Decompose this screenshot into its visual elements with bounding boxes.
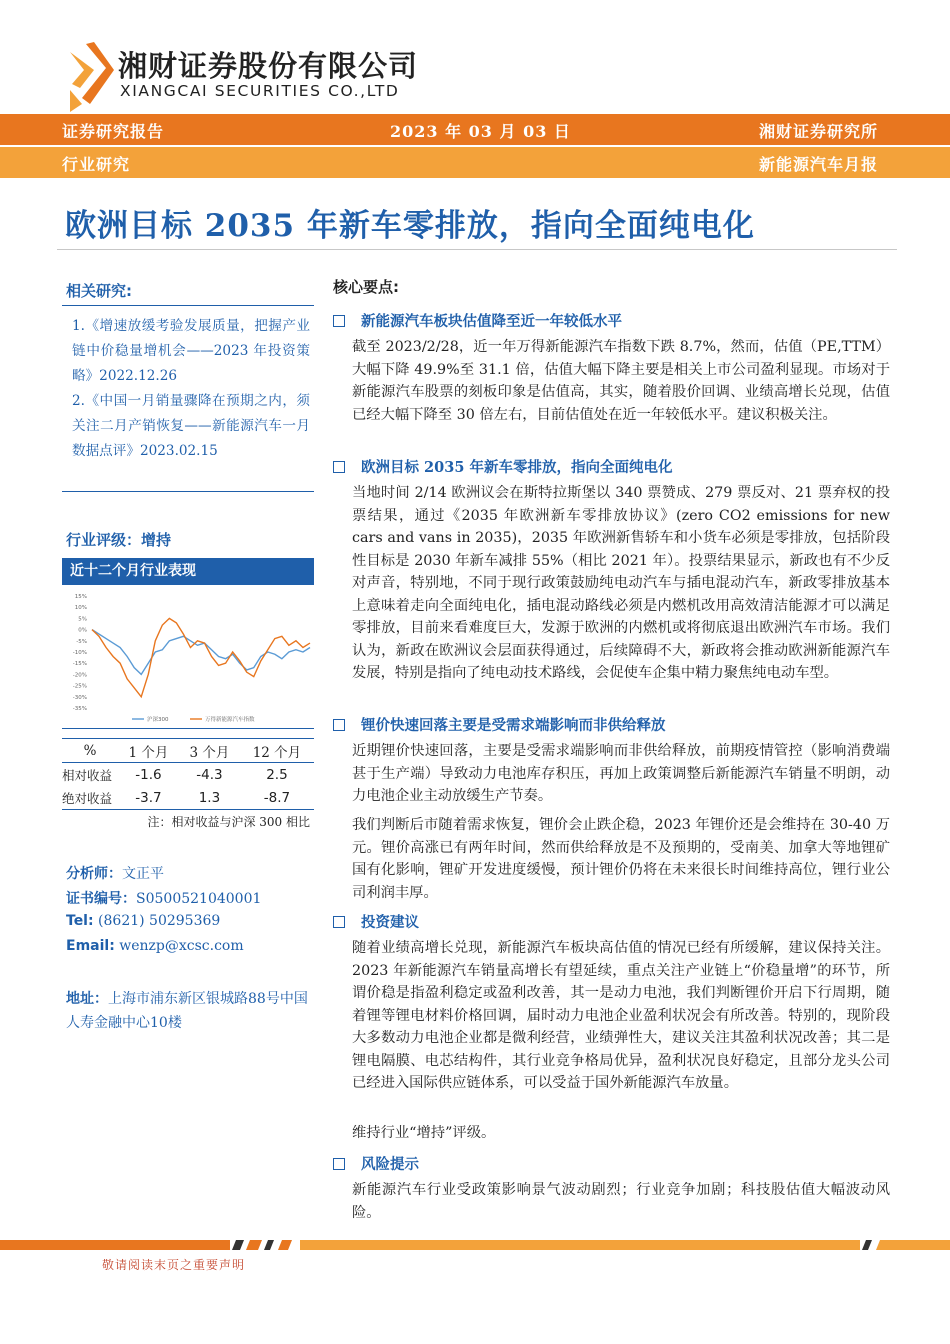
tel-line (66, 913, 220, 929)
y-tick-label: -15% (72, 661, 87, 668)
y-tick-label: 15% (74, 594, 87, 600)
title-divider (57, 249, 897, 250)
y-tick-label: -35% (72, 706, 87, 712)
email-address[interactable]: wenzp@xcsc.com (119, 938, 244, 954)
company-name-en: XIANGCAI SECURITIES CO.,LTD (120, 82, 400, 100)
performance-chart (62, 588, 314, 726)
y-tick-label: -25% (72, 683, 87, 690)
legend-label: 万得新能源汽车指数 (205, 717, 255, 723)
checkbox-bullet-icon (333, 461, 345, 473)
series-line (92, 630, 310, 675)
chart-title: 近十二个月行业表现 (62, 558, 314, 585)
y-tick-label: 5% (78, 616, 87, 623)
checkbox-bullet-icon (333, 916, 345, 928)
y-tick-label: -10% (72, 650, 87, 656)
tel-number: (8621) 50295369 (98, 913, 221, 929)
table-header-cell: 1 个月 (118, 739, 179, 763)
y-tick-label: 0% (78, 627, 87, 634)
related-item[interactable]: 1.《增速放缓考验发展质量，把握产业链中价稳量增机会——2023 年投资策略》2022.12.26 (72, 318, 310, 384)
header-band-primary (0, 114, 950, 145)
table-cell: -4.3 (196, 766, 223, 783)
address-label: 地址： (66, 991, 108, 1007)
section-heading: 锂价快速回落主要是受需求端影响而非供给释放 (333, 714, 666, 735)
analyst-name: 文正平 (122, 866, 164, 882)
table-row (62, 763, 314, 787)
legend-label: 沪深300 (147, 717, 169, 723)
table-header-row (62, 739, 314, 763)
series-line (92, 618, 310, 696)
table-header-cell: 3 个月 (179, 739, 240, 763)
footer-stripe (0, 1240, 950, 1250)
section-paragraph: 新能源汽车行业受政策影响景气波动剧烈；行业竞争加剧；科技股估值大幅波动风险。 (352, 1182, 890, 1221)
related-heading: 相关研究: (66, 282, 132, 300)
page-title: 欧洲目标 2035 年新车零排放，指向全面纯电化 (65, 208, 755, 244)
report-type: 证券研究报告 (62, 122, 165, 141)
institute-name: 湘财证券研究所 (758, 122, 878, 141)
related-item[interactable]: 2.《中国一月销量骤降在预期之内，须关注二月产销恢复——新能源汽车一月数据点评》2023.02.15 (72, 393, 310, 459)
table-row (62, 786, 314, 810)
table-cell: -3.7 (118, 786, 179, 810)
checkbox-bullet-icon (333, 1158, 345, 1170)
section-paragraph: 随着业绩高增长兑现，新能源汽车板块高估值的情况已经有所缓解，建议保持关注。2023 年新能源汽车销量高增长有望延续，重点关注产业链上“价稳量增”的环节，所谓价稳是指盈利稳定或盈利改善，其一是动力电池，我们判断锂价开启下行周期，随着锂等锂电材料价格回调，届时动力电池企业盈利状况会有所改善。特别的，现阶段大多数动力电池企业都是微利经营，业绩弹性大，建议关注其盈利状况改善；其二是锂电隔膜、电芯结构件，其行业竞争格局优异，盈利状况良好稳定，且部分龙头公司已经进入国际供应链体系，可以受益于国外新能源汽车放量。 (352, 940, 890, 1091)
performance-table (62, 738, 314, 810)
tel-label: Tel: (66, 913, 94, 929)
y-tick-label: -5% (76, 638, 87, 645)
analyst-label: 分析师： (66, 866, 122, 882)
y-tick-label: -20% (72, 672, 87, 679)
checkbox-bullet-icon (333, 719, 345, 731)
section-paragraph: 当地时间 2/14 欧洲议会在斯特拉斯堡以 340 票赞成、279 票反对、21 票弃权的投票结果，通过《2035 年欧洲新车零排放协议》(zero CO2 emissions for new cars and vans in 2035)，2035 年欧洲新售轿车和小货车必须是零排放，包括阶段性目标是 2030 年新车减排 55%（相比 2021 年）。投票结果显示，新政也有不少反对声音，特别地，不同于现行政策鼓励纯电动汽车与插电混动汽车，新政零排放基本上意味着走向全面纯电化，插电混动路线必须是内燃机改用高效清洁能源才可以满足零排放，目前来看难度巨大，发源于欧洲的内燃机或将彻底退出欧洲汽车市场。我们认为，新政在欧洲议会层面获得通过，后续障碍不大，新政将会推动欧洲新能源汽车发展，特别是指向了纯电动技术路线，会促使车企集中精力聚焦纯电动车型。 (352, 485, 890, 681)
table-note: 注：相对收益与沪深 300 相比 (147, 815, 310, 829)
section-paragraph: 维持行业“增持”评级。 (352, 1125, 496, 1141)
table-cell: 2.5 (266, 766, 288, 783)
y-tick-label: 10% (74, 605, 87, 612)
report-category: 行业研究 (62, 155, 131, 174)
section-heading: 新能源汽车板块估值降至近一年较低水平 (333, 310, 622, 331)
performance-chart-panel (62, 558, 314, 729)
table-header-cell: % (62, 739, 118, 763)
section-heading: 投资建议 (333, 911, 419, 932)
checkbox-bullet-icon (333, 315, 345, 327)
address-line (66, 987, 310, 1035)
cert-label: 证书编号： (66, 891, 136, 907)
row-label: 绝对收益 (62, 786, 118, 810)
section-paragraph: 我们判断后市随着需求恢复，锂价会止跌企稳，2023 年锂价还是会维持在 30-40 万元。锂价高涨已有两年时间，然而供给释放是不及预期的，受南美、加拿大等地锂矿国有化影响，锂矿开发进度缓慢，预计锂价仍将在未来很长时间维持高位，锂行业公司利润丰厚。 (352, 817, 890, 901)
company-name-cn: 湘财证券股份有限公司 (118, 49, 419, 83)
section-heading: 风险提示 (333, 1153, 419, 1174)
footer-disclaimer[interactable]: 敬请阅读末页之重要声明 (102, 1258, 246, 1272)
table-cell: -1.6 (135, 766, 162, 783)
email-line (66, 938, 244, 954)
section-heading: 欧洲目标 2035 年新车零排放，指向全面纯电化 (333, 456, 672, 477)
section-paragraph: 截至 2023/2/28，近一年万得新能源汽车指数下跌 8.7%，然而，估值（PE,TTM）大幅下降 49.9%至 31.1 倍，估值大幅下降主要是相关上市公司盈利显现。市场对于新能源汽车股票的刻板印象是估值高，其实，随着股价回调、业绩高增长兑现，估值已经大幅下降至 30 倍左右，目前估值处在近一年较低水平。建议积极关注。 (352, 339, 890, 423)
address-text: 上海市浦东新区银城路88号中国人寿金融中心10楼 (66, 991, 308, 1031)
related-list (72, 314, 310, 464)
core-heading: 核心要点: (333, 278, 399, 296)
report-series: 新能源汽车月报 (758, 155, 878, 174)
y-tick-label: -30% (72, 694, 87, 701)
table-header-cell: 12 个月 (240, 739, 314, 763)
header-band-secondary (0, 147, 950, 178)
table-cell: -8.7 (240, 786, 314, 810)
industry-rating: 行业评级：增持 (66, 531, 172, 549)
company-logo-icon (64, 40, 114, 112)
related-research-box (62, 305, 314, 492)
section-paragraph: 近期锂价快速回落，主要是受需求端影响而非供给释放，前期疫情管控（影响消费端甚于生产端）导致动力电池库存积压，再加上政策调整后新能源汽车销量不明朗，动力电池企业主动放缓生产节奏。 (352, 743, 890, 804)
analyst-line (66, 863, 164, 883)
table-cell: 1.3 (179, 786, 240, 810)
report-date: 2023 年 03 月 03 日 (390, 122, 571, 141)
row-label: 相对收益 (62, 767, 113, 783)
cert-line (66, 888, 261, 908)
cert-number: S0500521040001 (136, 891, 262, 907)
email-label: Email: (66, 938, 115, 954)
